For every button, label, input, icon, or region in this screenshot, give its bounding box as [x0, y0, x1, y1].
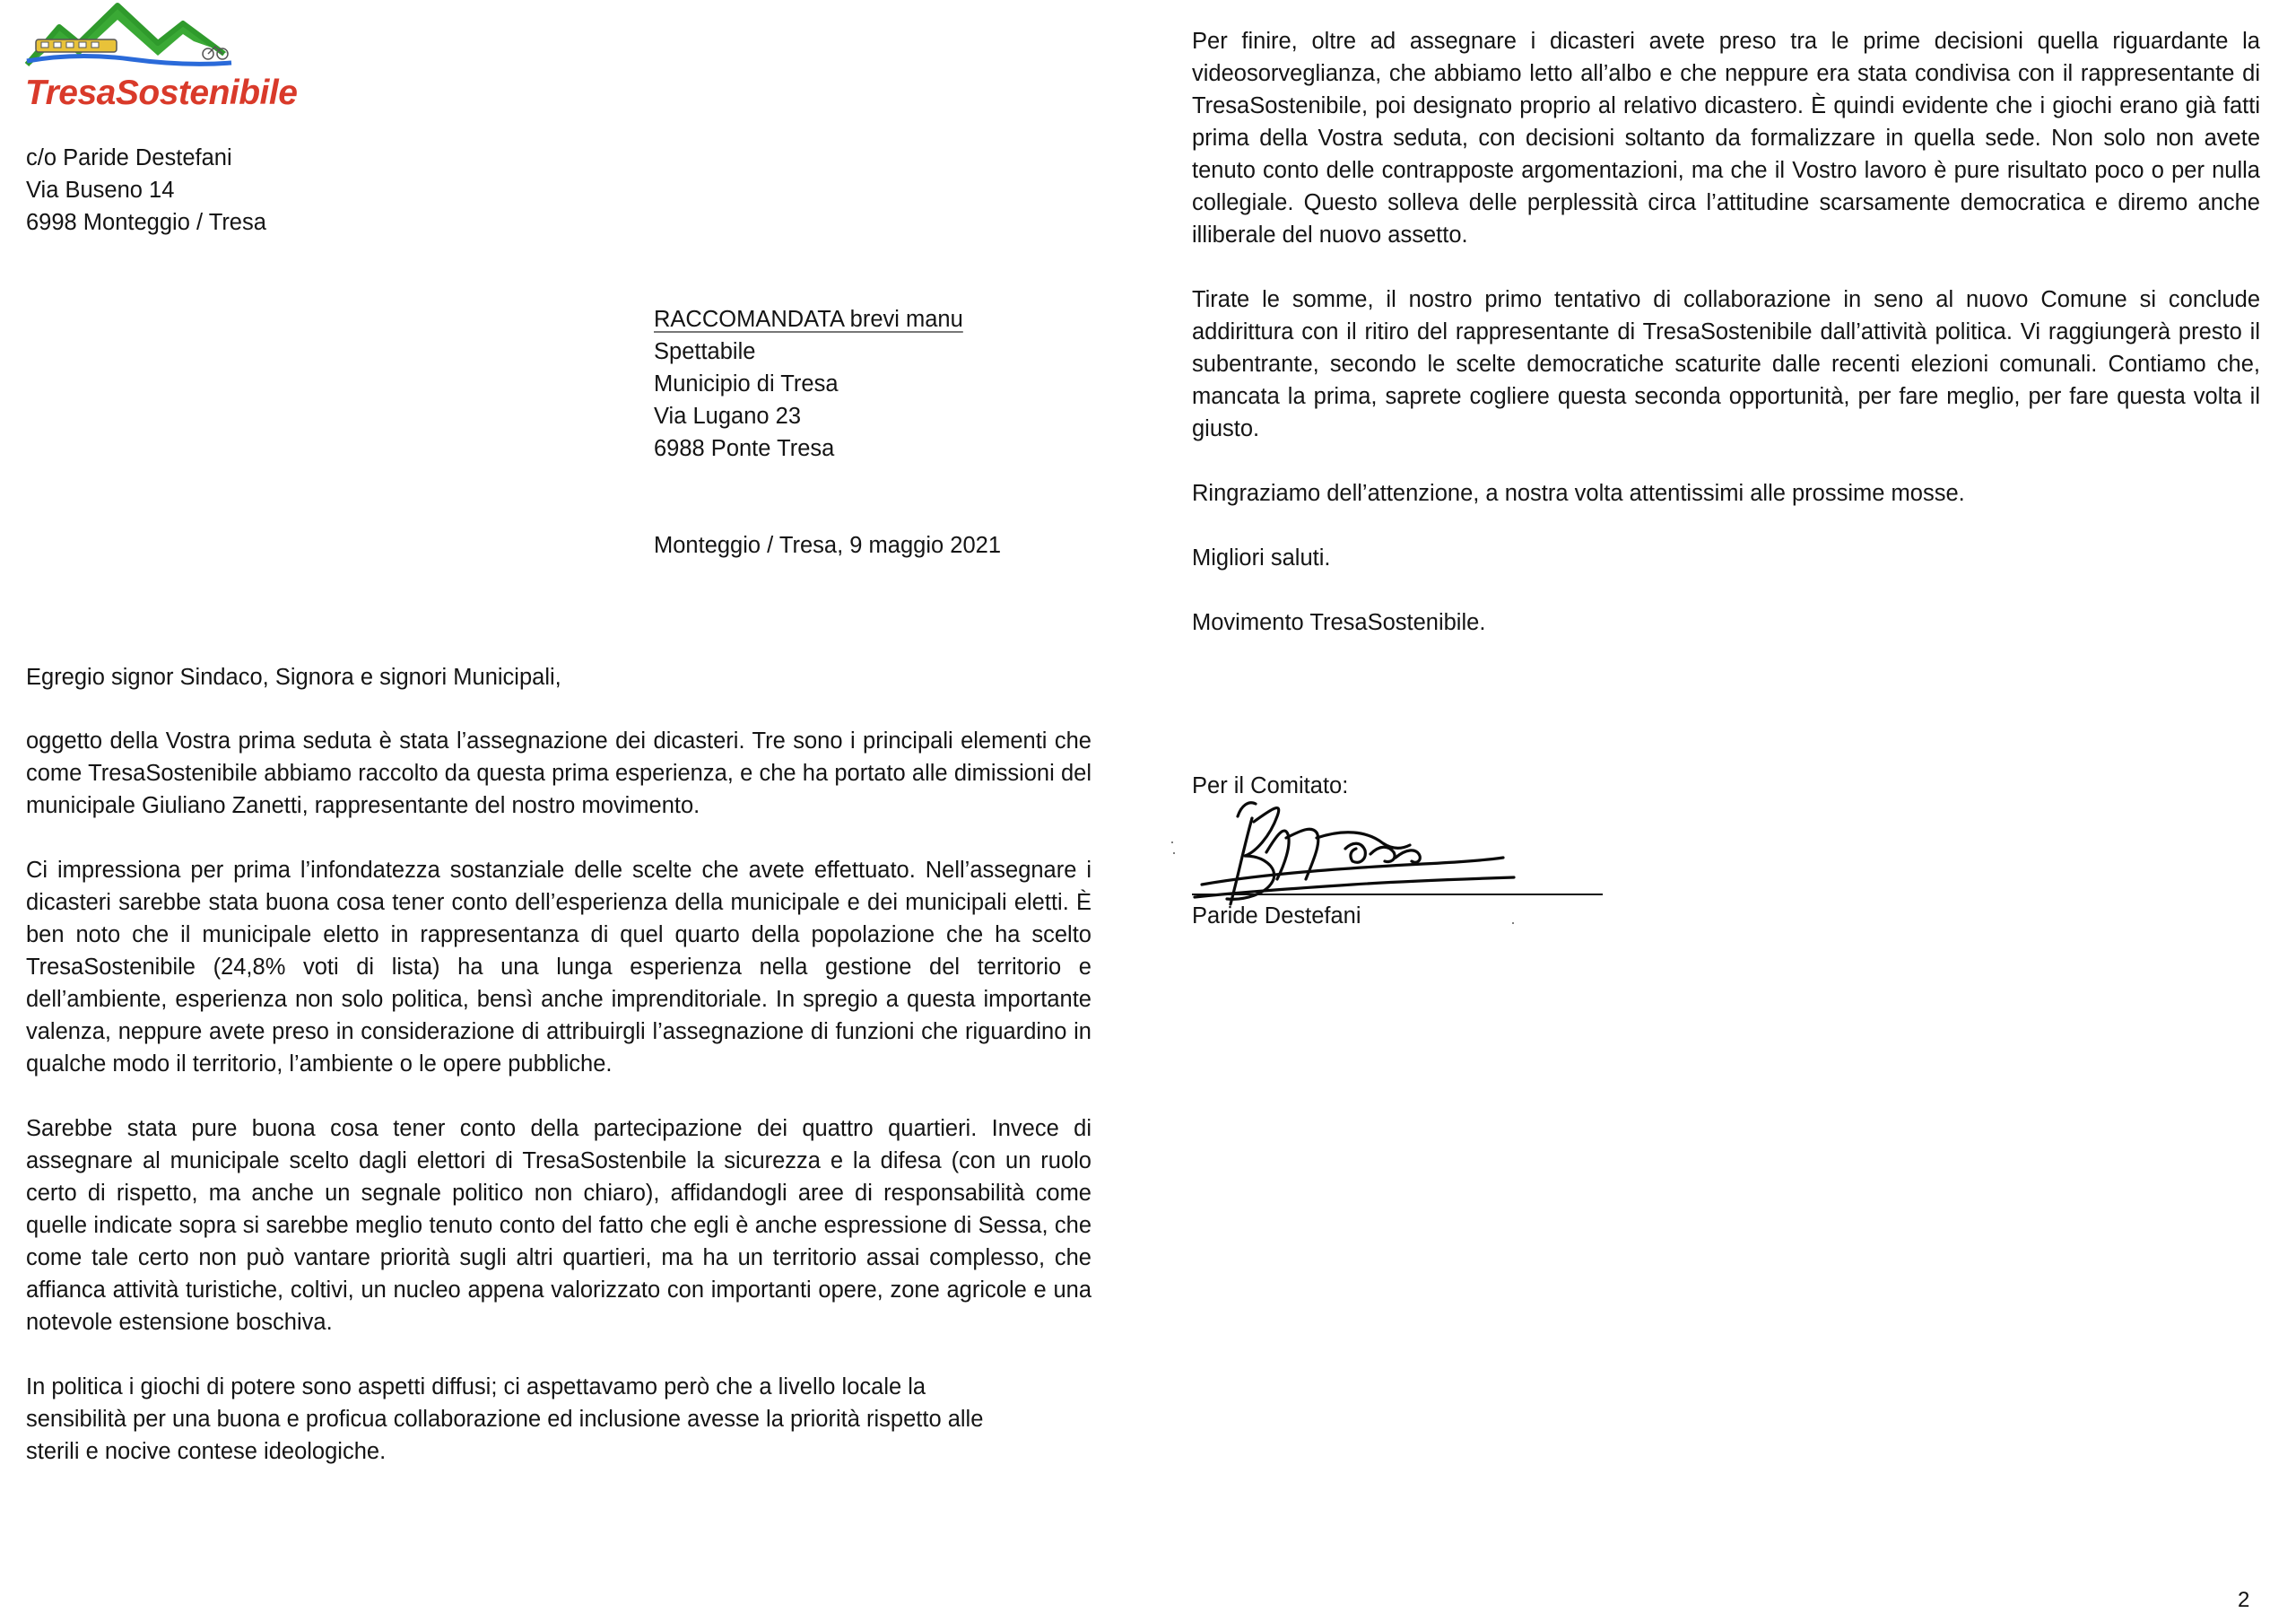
body-line: sensibilità per una buona e proficua collaborazione ed inclusione avesse la priorità rispetto alle [26, 1407, 984, 1432]
signature-label: Per il Comitato: [1192, 773, 1349, 798]
logo-wordmark [25, 74, 297, 113]
sender-line: Via Buseno 14 [26, 178, 175, 203]
scan-speck [1512, 922, 1514, 924]
page-number: 2 [2238, 1588, 2250, 1612]
body-paragraph: oggetto della Vostra prima seduta è stata l’assegnazione dei dicasteri. Tre sono i principali elementi che come TresaSostenibile abbiamo raccolto da questa prima esperienza, e che ha portato alle dimissioni del municipale Giuliano Zanetti, rappresentante del nostro movimento. [26, 728, 1091, 818]
salutation: Egregio signor Sindaco, Signora e signori Municipali, [26, 665, 561, 690]
letter-body-left [26, 725, 1091, 1500]
sender-line: 6998 Monteggio / Tresa [26, 210, 266, 235]
letter-date: Monteggio / Tresa, 9 maggio 2021 [654, 533, 1001, 558]
body-paragraph: Per finire, oltre ad assegnare i dicasteri avete preso tra le prime decisioni quella riguardante la videosorveglianza, che abbiamo letto all’albo e che neppure era stata condivisa con il rappresentante di TresaSostenibile, poi designato proprio al relativo dicastero. È quindi evidente che i giochi erano già fatti prima della Vostra seduta, con decisioni soltanto da formalizzare in quella sede. Non solo non avete tenuto conto delle contrapposte argomentazioni, ma che il Vostro lavoro è pure risultato poco o per nulla collegiale. Questo solleva delle perplessità circa l’attitudine scarsamente democratica e diremo anche illiberale del nuovo assetto. [1192, 29, 2260, 248]
body-line: In politica i giochi di potere sono aspetti diffusi; ci aspettavamo però che a livello locale la [26, 1374, 926, 1399]
logo-water [27, 56, 231, 64]
body-paragraph-last [26, 1371, 1091, 1468]
signature-line [1192, 894, 1603, 895]
closing-line: Migliori saluti. [1192, 545, 1331, 571]
delivery-method: RACCOMANDATA brevi manu [654, 307, 963, 332]
letter-body-right [1192, 25, 2260, 671]
logo-text-tresa: Tresa [25, 74, 116, 112]
scan-speck [1173, 852, 1175, 854]
body-line: sterili e nocive contese ideologiche. [26, 1439, 387, 1464]
signer-name: Paride Destefani [1192, 903, 1361, 929]
recipient-line: Municipio di Tresa [654, 371, 839, 397]
sender-address [26, 142, 474, 239]
body-paragraph: Sarebbe stata pure buona cosa tener conto della partecipazione dei quattro quartieri. Invece di assegnare al municipale scelto dagli elettori di TresaSostenbile la sicurezza e la difesa (con un ruolo certo di rispetto, ma anche un segnale politico non chiaro), affidandogli aree di responsabilità come quelle indicate sopra si sarebbe meglio tenuto conto del fatto che egli è anche espressione di Sessa, che come tale certo non può vantare priorità sugli altri quartieri, ma ha un territorio assai complesso, che affianca attività turistiche, coltivi, un nucleo appena valorizzato con importanti opere, zone agricole e una notevole estensione boschiva. [26, 1116, 1091, 1335]
sender-line: c/o Paride Destefani [26, 145, 232, 170]
body-paragraph: Ci impressiona per prima l’infondatezza sostanziale delle scelte che avete effettuato. Nell’assegnare i dicasteri sarebbe stata buona cosa tener conto dell’esperienza della municipale e dei municipali eletti. È ben noto che il municipale eletto in rappresentanza di quel quarto della popolazione che ha scelto TresaSostenibile (24,8% voti di lista) ha una lunga esperienza nella gestione del territorio e dell’ambiente, esperienza non solo politica, bensì anche imprenditoriale. In spregio a questa importante valenza, neppure avete preso in considerazione di attribuirgli l’assegnazione di funzioni che riguardino in qualche modo il territorio, l’ambiente o le opere pubbliche. [26, 858, 1091, 1077]
scan-speck [1171, 841, 1173, 843]
body-paragraph: Tirate le somme, il nostro primo tentativo di collaborazione in seno al nuovo Comune si conclude addirittura con il ritiro del rappresentante di TresaSostenibile dall’attività politica. Vi raggiungerà presto il subentrante, secondo le scelte democratiche scaturite dalle recenti elezioni comunali. Contiamo che, mancata la prima, saprete cogliere questa seconda opportunità, per fare meglio, per fare questa volta il giusto. [1192, 287, 2260, 441]
recipient-line: Spettabile [654, 339, 756, 364]
thanks-line: Ringraziamo dell’attenzione, a nostra volta attentissimi alle prossime mosse. [1192, 481, 1965, 506]
recipient-line: Via Lugano 23 [654, 404, 802, 429]
recipient-address [654, 303, 1120, 465]
logo-text-sostenibile: Sostenibile [115, 74, 298, 112]
recipient-line: 6988 Ponte Tresa [654, 436, 835, 461]
sign-off-line: Movimento TresaSostenibile. [1192, 610, 1486, 635]
